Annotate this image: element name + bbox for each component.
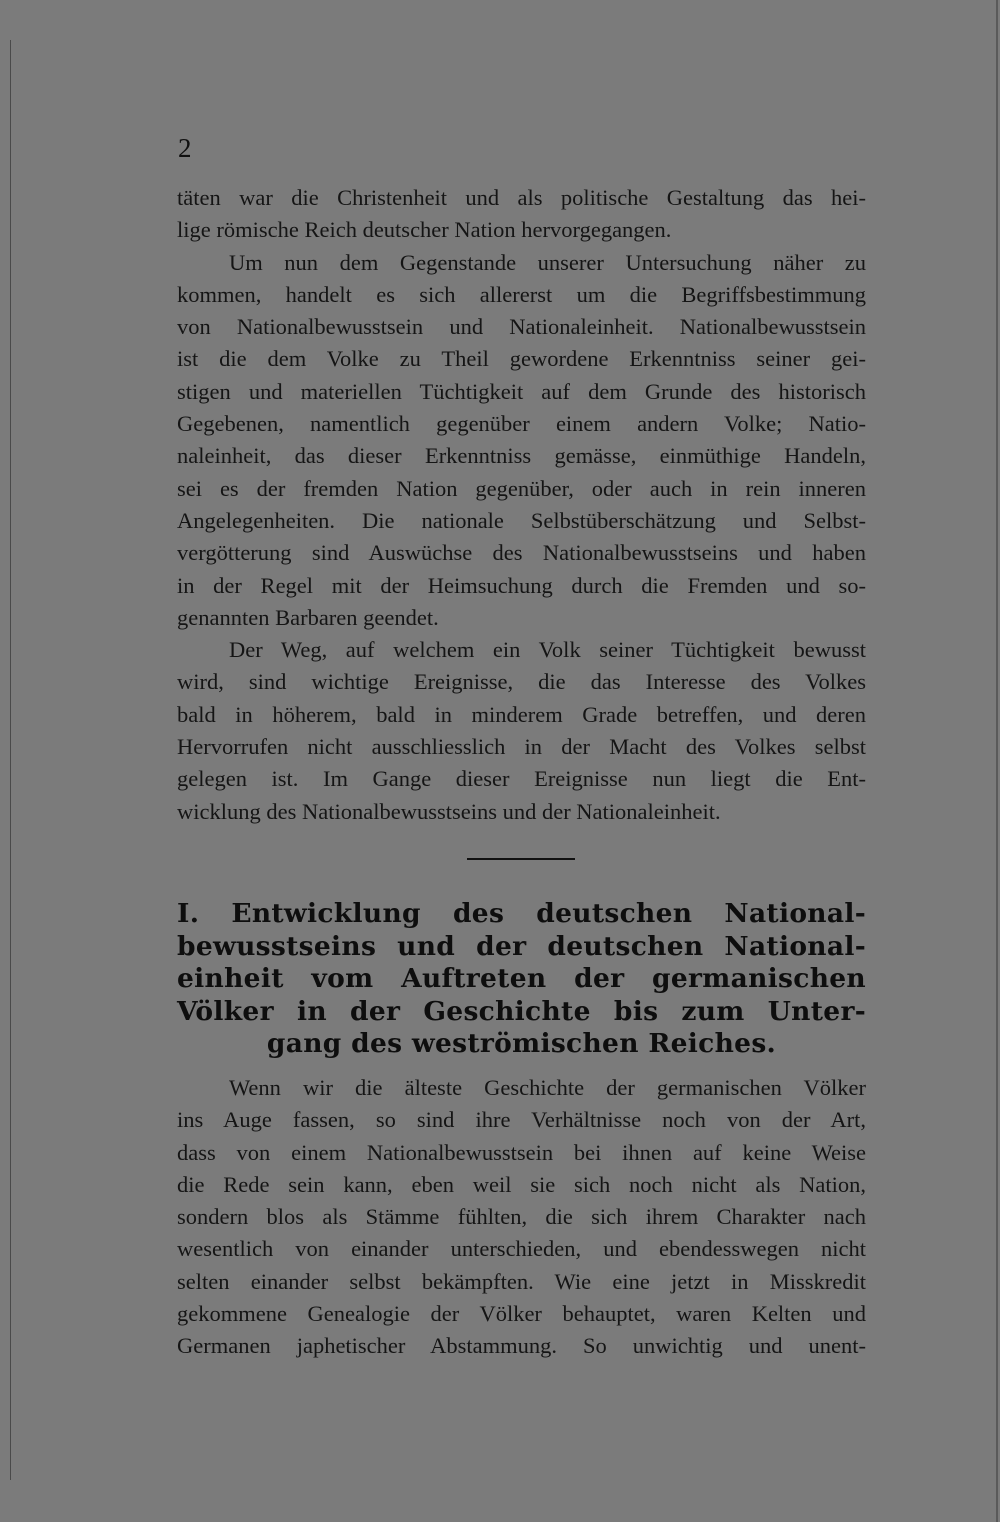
text-line: gekommene Genealogie der Völker behauptet, waren Kelten und bbox=[177, 1301, 866, 1327]
text-line: wird, sind wichtige Ereignisse, die das Interesse des Volkes bbox=[177, 669, 866, 695]
scan-left-edge bbox=[10, 40, 11, 1480]
text-line: wicklung des Nationalbewusstseins und der Nationaleinheit. bbox=[177, 798, 721, 824]
heading-line: I. Entwicklung des deutschen National- bbox=[177, 898, 866, 929]
text-line: Der Weg, auf welchem ein Volk seiner Tüchtigkeit bewusst bbox=[229, 637, 866, 663]
text-line: Hervorrufen nicht ausschliesslich in der Macht des Volkes selbst bbox=[177, 734, 866, 760]
text-line: dass von einem Nationalbewusstsein bei ihnen auf keine Weise bbox=[177, 1139, 866, 1165]
text-line: ins Auge fassen, so sind ihre Verhältnisse noch von der Art, bbox=[177, 1107, 866, 1133]
text-line: vergötterung sind Auswüchse des Nationalbewusstseins und haben bbox=[177, 540, 866, 566]
text-line: wesentlich von einander unterschieden, und ebendesswegen nicht bbox=[177, 1236, 866, 1262]
page-number: 2 bbox=[178, 133, 192, 163]
text-line: sondern blos als Stämme fühlten, die sich ihrem Charakter nach bbox=[177, 1204, 866, 1230]
heading-line: bewusstseins und der deutschen National- bbox=[177, 930, 866, 962]
text-line: Wenn wir die älteste Geschichte der germanischen Völker bbox=[229, 1075, 866, 1100]
text-line: stigen und materiellen Tüchtigkeit auf dem Grunde des historisch bbox=[177, 378, 866, 404]
section-divider bbox=[467, 858, 575, 860]
heading-line: einheit vom Auftreten der germanischen bbox=[177, 963, 866, 995]
body-text-bottom bbox=[177, 1072, 866, 1363]
text-line: Um nun dem Gegenstande unserer Untersuchung näher zu bbox=[229, 249, 866, 275]
scan-right-edge bbox=[996, 0, 998, 1522]
text-line: Gegebenen, namentlich gegenüber einem andern Volke; Natio- bbox=[177, 411, 866, 437]
text-line: Angelegenheiten. Die nationale Selbstüberschätzung und Selbst- bbox=[177, 507, 866, 533]
section-heading bbox=[177, 898, 866, 1061]
text-line: in der Regel mit der Heimsuchung durch die Fremden und so- bbox=[177, 572, 866, 598]
text-line: täten war die Christenheit und als politische Gestaltung das hei- bbox=[177, 185, 866, 210]
text-line: gelegen ist. Im Gange dieser Ereignisse nun liegt die Ent- bbox=[177, 766, 866, 792]
body-text-top bbox=[177, 182, 866, 828]
text-line: Germanen japhetischer Abstammung. So unwichtig und unent- bbox=[177, 1333, 866, 1359]
text-line: selten einander selbst bekämpften. Wie eine jetzt in Misskredit bbox=[177, 1268, 866, 1294]
text-line: ist die dem Volke zu Theil gewordene Erkenntniss seiner gei- bbox=[177, 346, 866, 372]
text-line: genannten Barbaren geendet. bbox=[177, 604, 439, 630]
text-line: bald in höherem, bald in minderem Grade betreffen, und deren bbox=[177, 701, 866, 727]
text-line: lige römische Reich deutscher Nation hervorgegangen. bbox=[177, 217, 672, 243]
text-line: kommen, handelt es sich allererst um die Begriffsbestimmung bbox=[177, 281, 866, 307]
text-line: die Rede sein kann, eben weil sie sich noch nicht als Nation, bbox=[177, 1171, 866, 1197]
text-line: naleinheit, das dieser Erkenntniss gemässe, einmüthige Handeln, bbox=[177, 443, 866, 469]
text-line: sei es der fremden Nation gegenüber, oder auch in rein inneren bbox=[177, 475, 866, 501]
heading-line: Völker in der Geschichte bis zum Unter- bbox=[177, 995, 866, 1027]
text-line: von Nationalbewusstsein und Nationaleinheit. Nationalbewusstsein bbox=[177, 314, 866, 340]
heading-line: gang des weströmischen Reiches. bbox=[266, 1028, 777, 1060]
